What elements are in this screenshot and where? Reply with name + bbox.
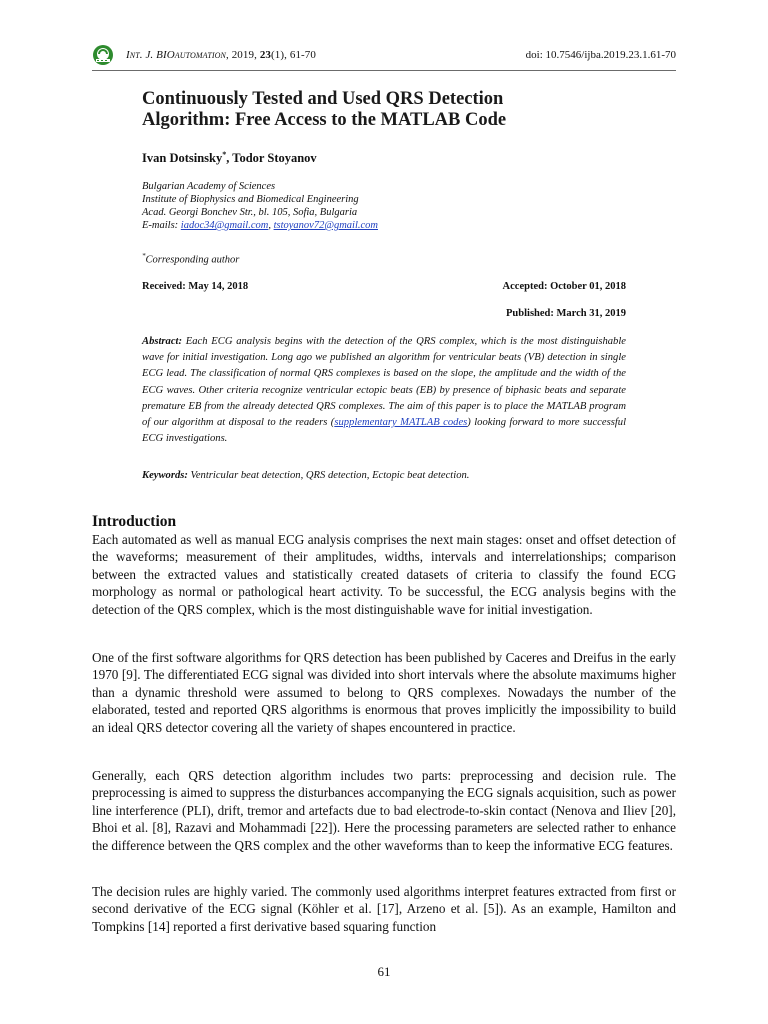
header-rule (92, 70, 676, 71)
body-paragraph: The decision rules are highly varied. The commonly used algorithms interpret features extracted from first or second derivative of the ECG signal (Köhler et al. [17], Arzeno et al. [5]). As an example, Hamilton and Tompkins [14] reported a first derivative based squaring function (92, 884, 676, 934)
body-paragraph: Each automated as well as manual ECG analysis comprises the next main stages: onset and offset detection of the waveforms; measurement of their amplitudes, widths, intervals and interrelationships; comparison between the extracted values and statistically created datasets of criteria to classify the found ECG morphology as normal or pathological heart activity. To be successful, the ECG analysis begins with the detection of the QRS complex, which is the most distinguishable wave for initial investigation. (92, 532, 676, 617)
author-1: Ivan Dotsinsky (142, 151, 223, 166)
doi: doi: 10.7546/ijba.2019.23.1.61-70 (525, 49, 676, 61)
published-row (142, 308, 626, 322)
emails-line: E-mails: iadoc34@gmail.com, tstoyanov72@gmail.com (142, 220, 379, 231)
body-paragraph: Generally, each QRS detection algorithm includes two parts: preprocessing and decision rule. The preprocessing is aimed to suppress the disturbances accompanying the ECG signals acquisition, such as power line interference (PLI), drift, tremor and artefacts due to bad electrode-to-skin contact (Nenova and Iliev [20], Bhoi et al. [8], Razavi and Mohammadi [22]). Here the processing parameters are selected rather to enhance the difference between the QRS complex and the other waveforms than to keep the informative ECG features. (92, 768, 676, 853)
paper-title (142, 89, 622, 131)
accepted-date: Accepted: October 01, 2018 (502, 281, 626, 292)
keywords: Keywords: Ventricular beat detection, QRS detection, Ectopic beat detection. (142, 470, 470, 481)
corresponding-author-note: *Corresponding author (142, 252, 240, 266)
abstract-label: Abstract: (142, 336, 183, 347)
author-2: Todor Stoyanov (232, 151, 317, 166)
page-number: 61 (377, 964, 391, 979)
abstract: Abstract: Each ECG analysis begins with the detection of the QRS complex, which is the most distinguishable wave for initial investigation. Long ago we published an algorithm for ventricular beats (VB) detection in single ECG lead. The classification of normal QRS complexes is based on the slope, the amplitude and the width of the ECG waves. Other criteria recognize ventricular ectopic beats (EB) by presence of biphasic beats and separate premature EB from the already detected QRS complexes. The aim of this paper is to place the MATLAB program of our algorithm at disposal to the readers (supplementary MATLAB codes) looking forward to more successful ECG investigations. (142, 336, 627, 445)
journal-citation: Int. J. BIOautomation, 2019, 23(1), 61-70 (126, 49, 317, 61)
running-header (92, 44, 676, 72)
title-line-2: Algorithm: Free Access to the MATLAB Code (142, 110, 507, 130)
section-heading-introduction: Introduction (92, 513, 177, 530)
body-paragraph: One of the first software algorithms for QRS detection has been published by Caceres and Dreifus in the early 1970 [9]. The differentiated ECG signal was divided into short intervals where the absolute maximums higher than a dynamic threshold were assumed to belong to QRS complexes. Nowadays the number of the elaborated, tested and reported QRS algorithms is enormous that proves implicitly the impossibility to build an ideal QRS detector covering all the variety of shapes encountered in practice. (92, 650, 676, 735)
affiliation-line-3: Acad. Georgi Bonchev Str., bl. 105, Sofia, Bulgaria (142, 207, 358, 218)
published-date: Published: March 31, 2019 (506, 308, 626, 319)
corresponding-mark: * (222, 150, 227, 159)
email-link-2[interactable]: tstoyanov72@gmail.com (273, 220, 379, 231)
title-line-1: Continuously Tested and Used QRS Detection (142, 89, 504, 109)
author-list: Ivan Dotsinsky*, Todor Stoyanov (142, 150, 317, 166)
dates-row (142, 281, 626, 295)
received-date: Received: May 14, 2018 (142, 281, 249, 292)
affiliation (142, 180, 622, 232)
affiliation-line-1: Bulgarian Academy of Sciences (142, 181, 276, 192)
keywords-label: Keywords: (142, 470, 188, 481)
supplementary-code-link[interactable]: supplementary MATLAB codes (334, 417, 468, 429)
journal-logo-icon (92, 44, 114, 66)
affiliation-line-2: Institute of Biophysics and Biomedical Engineering (142, 194, 359, 205)
email-link-1[interactable]: iadoc34@gmail.com (180, 220, 269, 231)
